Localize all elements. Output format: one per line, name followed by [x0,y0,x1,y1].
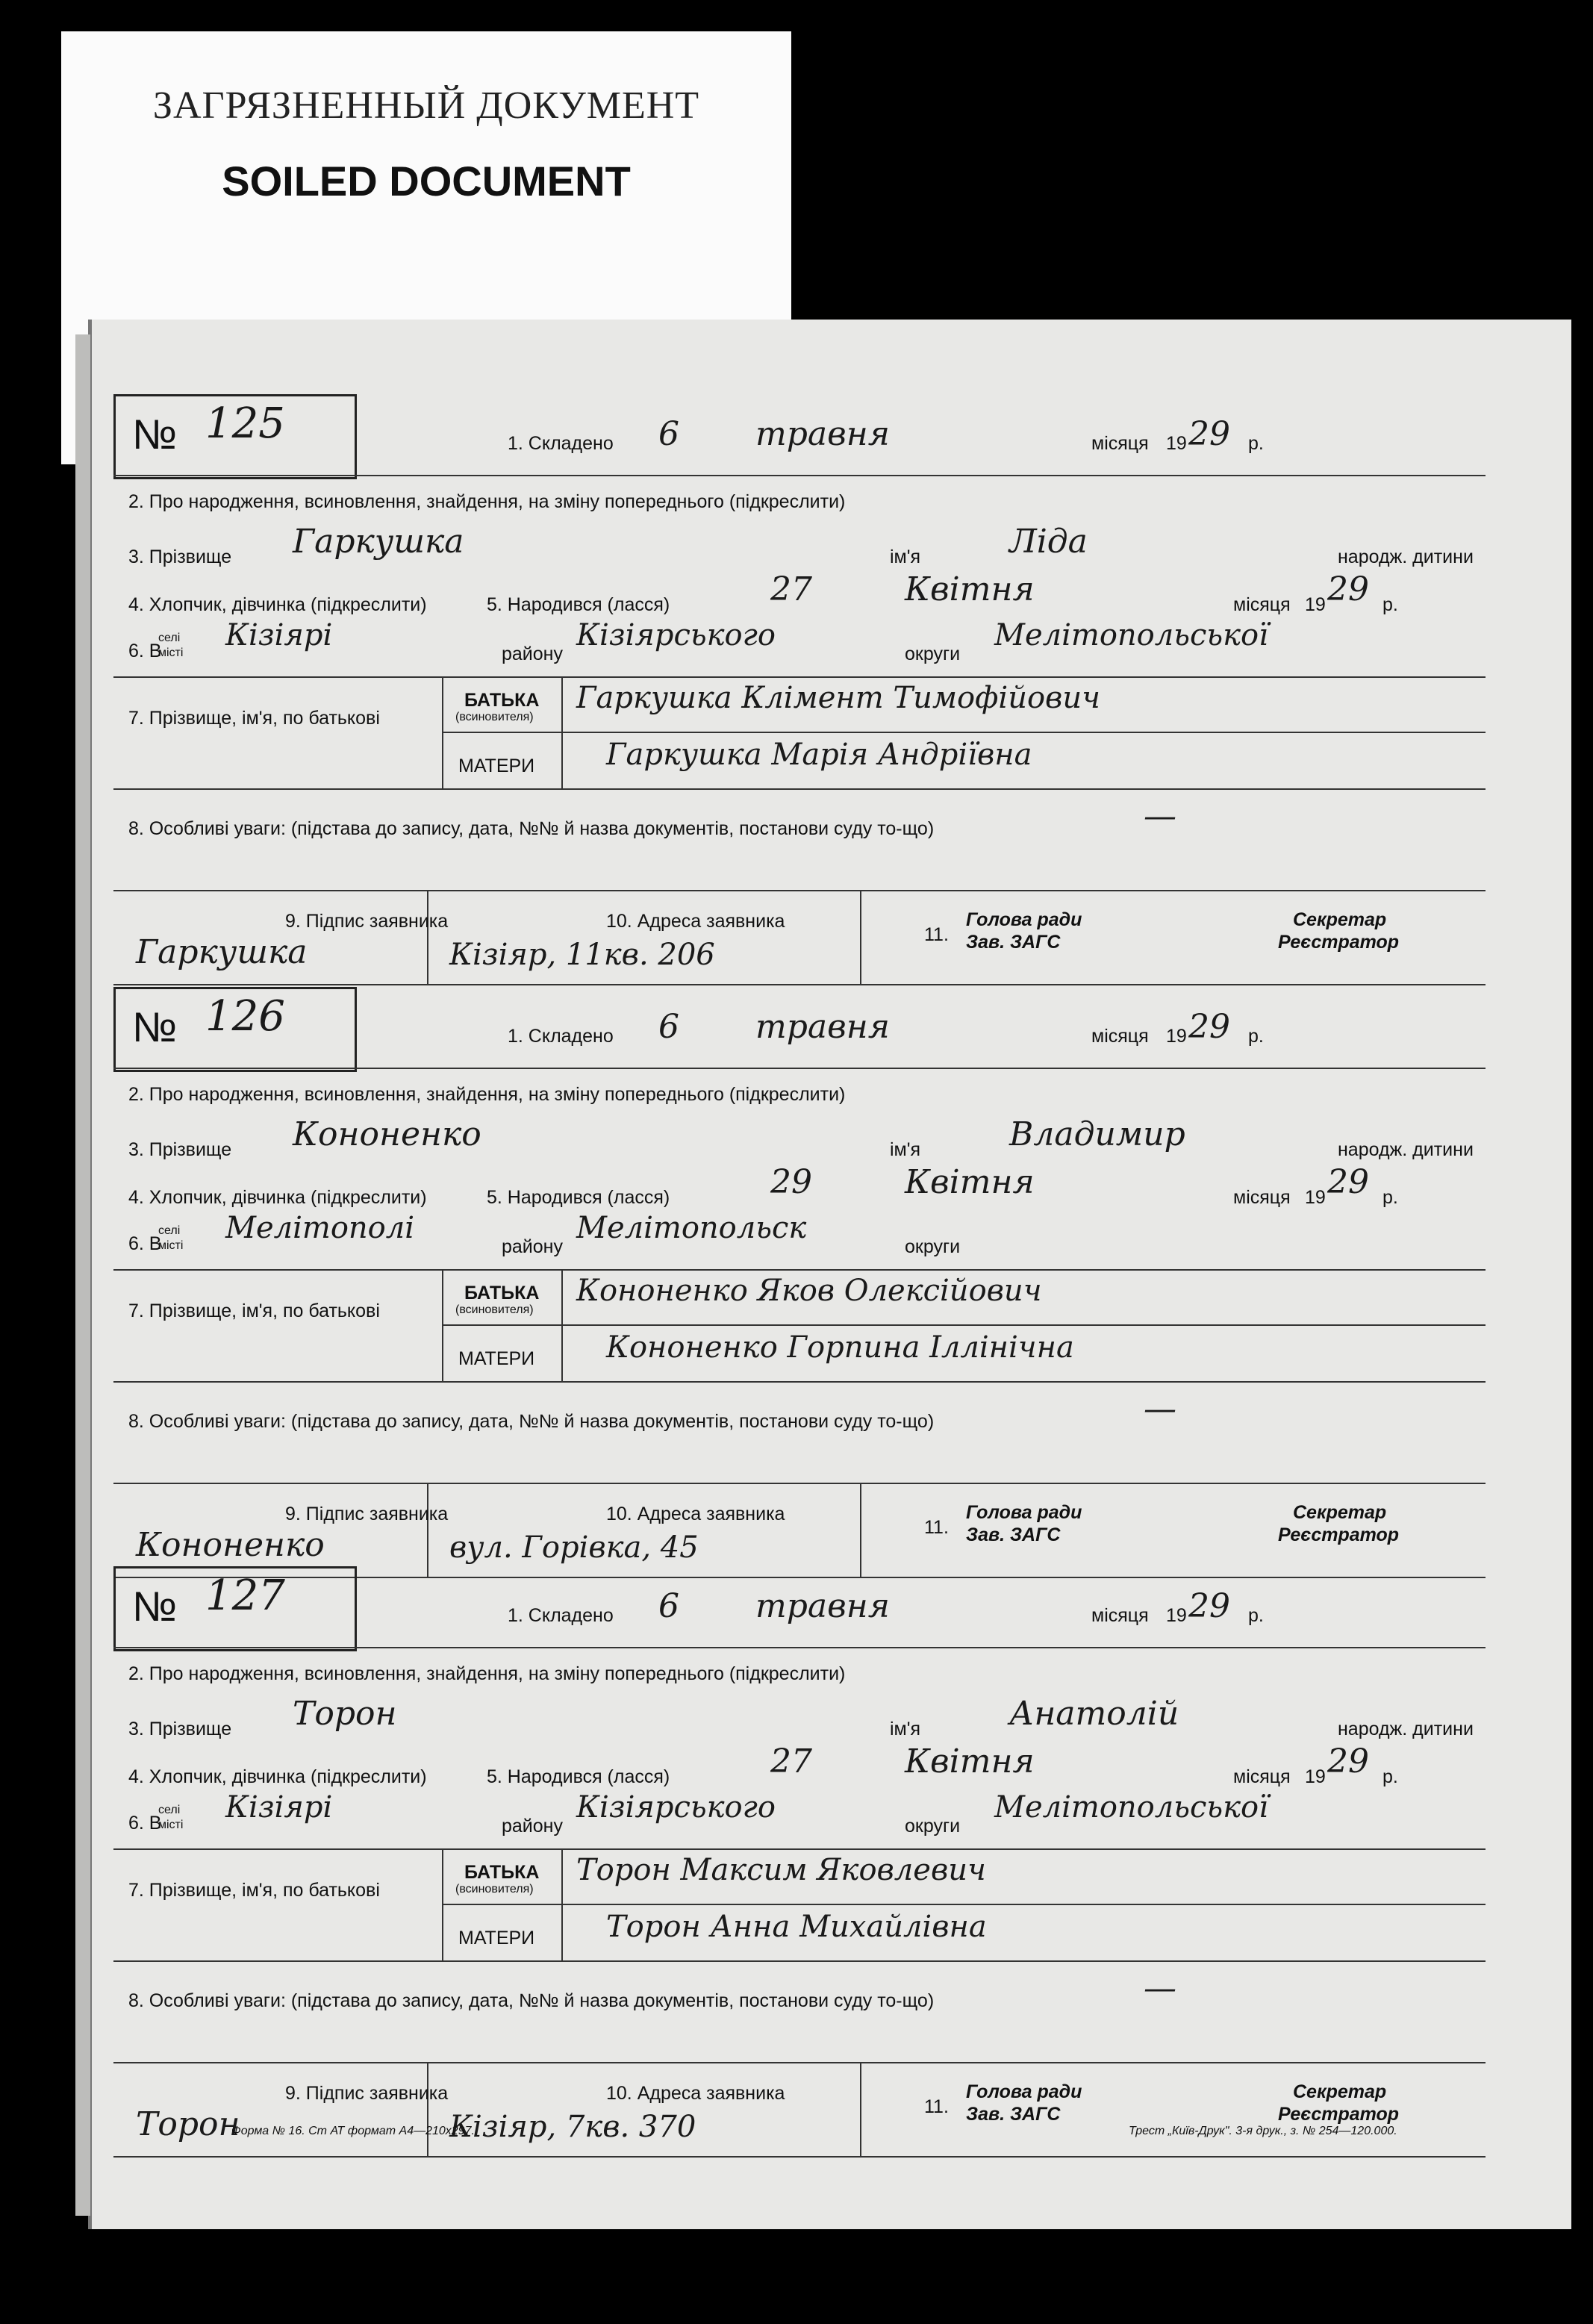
surname-value: Торон [293,1695,397,1733]
year-suffix: р. [1248,433,1264,454]
child-label: народж. дитини [1338,546,1474,567]
name-label: ім'я [890,1139,921,1160]
birth-year-suffix: р. [1382,594,1398,615]
father-value: Торон Максим Яковлевич [576,1853,986,1887]
label-russian: ЗАГРЯЗНЕННЫЙ ДОКУМЕНТ [152,84,700,127]
head-label: Голова ради [966,909,1082,930]
applicant-signature: Кононенко [136,1526,325,1564]
father-value: Кононенко Яков Олексійович [576,1274,1042,1308]
secretary-label: Секретар [1293,909,1387,930]
divider [113,890,1486,891]
divider [113,676,1486,678]
district-value: Мелітопольск [576,1211,807,1245]
born-label: 5. Народився (ласся) [487,1766,670,1787]
district-value: Кізіярського [576,1790,776,1825]
footer-printer-info: Трест „Київ-Друк". 3-я друк., з. № 254—120.000. [1129,2125,1397,2137]
divider [113,475,1486,476]
notes-value: — [1144,1969,1176,2007]
about-label: 2. Про народження, всиновлення, знайдення, на зміну попереднього (підкреслити) [128,1663,846,1684]
head-label: Голова ради [966,2081,1082,2102]
head-label: Голова ради [966,1502,1082,1523]
addr-applicant-label: 10. Адреса заявника [606,911,785,932]
district-label: району [502,644,563,664]
secretary-label: Секретар [1293,1502,1387,1523]
name-value: Анатолій [1009,1695,1179,1733]
town-label: місті [158,647,184,659]
mother-label: МАТЕРИ [458,1928,535,1948]
compiled-label: 1. Складено [508,433,614,454]
sex-label: 4. Хлопчик, дівчинка (підкреслити) [128,594,427,615]
birth-year: 29 [1327,570,1369,608]
zags-label: Зав. ЗАГС [966,932,1061,953]
compiled-label: 1. Складено [508,1026,614,1047]
district-label: району [502,1236,563,1257]
compiled-month: травня [755,1008,890,1046]
place-value: Кізіярі [225,1790,333,1825]
mother-value: Торон Анна Михайлівна [606,1910,987,1944]
father-value: Гаркушка Клімент Тимофійович [576,681,1100,715]
divider [113,1269,1486,1271]
surname-value: Гаркушка [293,523,464,561]
registrar-label: Реєстратор [1278,1524,1400,1545]
sex-label: 4. Хлопчик, дівчинка (підкреслити) [128,1766,427,1787]
addr-applicant-label: 10. Адреса заявника [606,1504,785,1524]
father-label: БАТЬКА [464,1862,540,1883]
month-label: місяця [1091,1605,1149,1626]
record-number: 127 [205,1571,285,1620]
divider [113,788,1486,790]
surname-label: 3. Прізвище [128,1719,232,1739]
year-prefix: 19 [1166,1605,1187,1626]
mother-label: МАТЕРИ [458,756,535,776]
birth-year-suffix: р. [1382,1187,1398,1208]
divider [113,2156,1486,2158]
divider [427,890,428,984]
birth-record [113,394,1486,984]
n11-label: 11. [924,2096,949,2117]
okrug-value: Мелітопольської [994,618,1268,652]
birth-record [113,987,1486,1577]
compiled-day: 6 [658,415,679,453]
record-number: 126 [205,992,285,1041]
birth-year-suffix: р. [1382,1766,1398,1787]
father-label: БАТЬКА [464,1283,540,1303]
divider [860,1483,861,1577]
notes-label: 8. Особливі уваги: (підстава до запису, дата, №№ й назва документів, постанови суду то-що) [128,1411,935,1432]
child-label: народж. дитини [1338,1719,1474,1739]
mother-value: Кононенко Горпина Іллінічна [606,1330,1074,1365]
divider [113,1483,1486,1484]
about-label: 2. Про народження, всиновлення, знайдення, на зміну попереднього (підкреслити) [128,1084,846,1105]
village-label: селі [158,1804,181,1816]
birth-month: Квітня [905,1742,1035,1781]
compiled-month: травня [755,1587,890,1625]
district-label: району [502,1816,563,1837]
okrug-value: Мелітопольської [994,1790,1268,1825]
fio-label: 7. Прізвище, ім'я, по батькові [128,708,380,729]
notes-label: 8. Особливі уваги: (підстава до запису, дата, №№ й назва документів, постанови суду то-що) [128,1990,935,2011]
divider [427,2062,428,2156]
label-english: SOILED DOCUMENT [222,158,631,205]
secretary-label: Секретар [1293,2081,1387,2102]
n11-label: 11. [924,1517,949,1538]
birth-month-label: місяця [1233,594,1291,615]
birth-day: 27 [770,1742,812,1781]
place-value: Мелітополі [225,1211,415,1245]
applicant-signature: Гаркушка [136,933,308,971]
record-number-box [113,987,357,1072]
year-prefix: 19 [1166,1026,1187,1047]
child-label: народж. дитини [1338,1139,1474,1160]
sign-applicant-label: 9. Підпис заявника [285,1504,449,1524]
birth-month-label: місяця [1233,1187,1291,1208]
surname-label: 3. Прізвище [128,546,232,567]
in-label: 6. В [128,1813,162,1834]
registrar-label: Реєстратор [1278,932,1400,953]
n11-label: 11. [924,924,949,945]
fio-label: 7. Прізвище, ім'я, по батькові [128,1300,380,1321]
zags-label: Зав. ЗАГС [966,1524,1061,1545]
zags-label: Зав. ЗАГС [966,2104,1061,2125]
divider [860,890,861,984]
divider [113,1960,1486,1962]
applicant-signature: Торон [136,2105,240,2143]
about-label: 2. Про народження, всиновлення, знайдення, на зміну попереднього (підкреслити) [128,491,846,512]
compiled-year: 29 [1188,1587,1230,1625]
addr-applicant-label: 10. Адреса заявника [606,2083,785,2104]
father-sublabel: (всиновителя) [455,711,534,723]
birth-day: 27 [770,570,812,608]
compiled-month: травня [755,415,890,453]
footer-form-info: Форма № 16. Ст АТ формат А4—210x297. [231,2125,475,2137]
okrug-label: округи [905,644,961,664]
year-suffix: р. [1248,1026,1264,1047]
okrug-label: округи [905,1236,961,1257]
birth-year-prefix: 19 [1305,1187,1326,1208]
compiled-year: 29 [1188,415,1230,453]
mother-label: МАТЕРИ [458,1348,535,1369]
applicant-address: Кізіяр, 11кв. 206 [449,938,715,972]
okrug-label: округи [905,1816,961,1837]
record-number: 125 [205,399,285,448]
father-sublabel: (всиновителя) [455,1883,534,1895]
birth-month: Квітня [905,1163,1035,1201]
village-label: селі [158,1224,181,1237]
divider [113,1848,1486,1850]
sign-applicant-label: 9. Підпис заявника [285,911,449,932]
in-label: 6. В [128,1233,162,1254]
number-sign: № [132,1003,178,1050]
compiled-label: 1. Складено [508,1605,614,1626]
registrar-label: Реєстратор [1278,2104,1400,2125]
village-label: селі [158,632,181,644]
surname-label: 3. Прізвище [128,1139,232,1160]
compiled-year: 29 [1188,1008,1230,1046]
divider [113,984,1486,985]
notes-label: 8. Особливі уваги: (підстава до запису, дата, №№ й назва документів, постанови суду то-що) [128,818,935,839]
birth-record [113,1566,1486,2156]
birth-day: 29 [770,1163,812,1201]
name-value: Ліда [1009,523,1088,561]
district-value: Кізіярського [576,618,776,652]
town-label: місті [158,1239,184,1252]
number-sign: № [132,1583,178,1630]
notes-value: — [1144,797,1176,835]
divider [442,732,1486,733]
compiled-day: 6 [658,1587,679,1625]
sex-label: 4. Хлопчик, дівчинка (підкреслити) [128,1187,427,1208]
year-prefix: 19 [1166,433,1187,454]
divider [113,2062,1486,2063]
compiled-day: 6 [658,1008,679,1046]
divider [860,2062,861,2156]
divider [113,1647,1486,1648]
fio-label: 7. Прізвище, ім'я, по батькові [128,1880,380,1901]
number-sign: № [132,411,178,458]
birth-year: 29 [1327,1163,1369,1201]
name-label: ім'я [890,546,921,567]
mother-value: Гаркушка Марія Андріївна [606,738,1032,772]
month-label: місяця [1091,1026,1149,1047]
father-label: БАТЬКА [464,690,540,711]
divider [442,1904,1486,1905]
divider [442,1324,1486,1326]
birth-month-label: місяця [1233,1766,1291,1787]
sign-applicant-label: 9. Підпис заявника [285,2083,449,2104]
divider [427,1483,428,1577]
divider [113,1381,1486,1383]
born-label: 5. Народився (ласся) [487,594,670,615]
in-label: 6. В [128,641,162,661]
applicant-address: вул. Горівка, 45 [449,1530,699,1565]
name-label: ім'я [890,1719,921,1739]
place-value: Кізіярі [225,618,333,652]
father-sublabel: (всиновителя) [455,1303,534,1316]
record-number-box [113,1566,357,1651]
name-value: Владимир [1009,1115,1185,1153]
notes-value: — [1144,1390,1176,1428]
town-label: місті [158,1819,184,1831]
birth-year: 29 [1327,1742,1369,1781]
birth-year-prefix: 19 [1305,594,1326,615]
divider [113,1068,1486,1069]
born-label: 5. Народився (ласся) [487,1187,670,1208]
birth-year-prefix: 19 [1305,1766,1326,1787]
surname-value: Кононенко [293,1115,481,1153]
month-label: місяця [1091,433,1149,454]
year-suffix: р. [1248,1605,1264,1626]
record-number-box [113,394,357,479]
applicant-address: Кізіяр, 7кв. 370 [449,2110,696,2144]
birth-month: Квітня [905,570,1035,608]
